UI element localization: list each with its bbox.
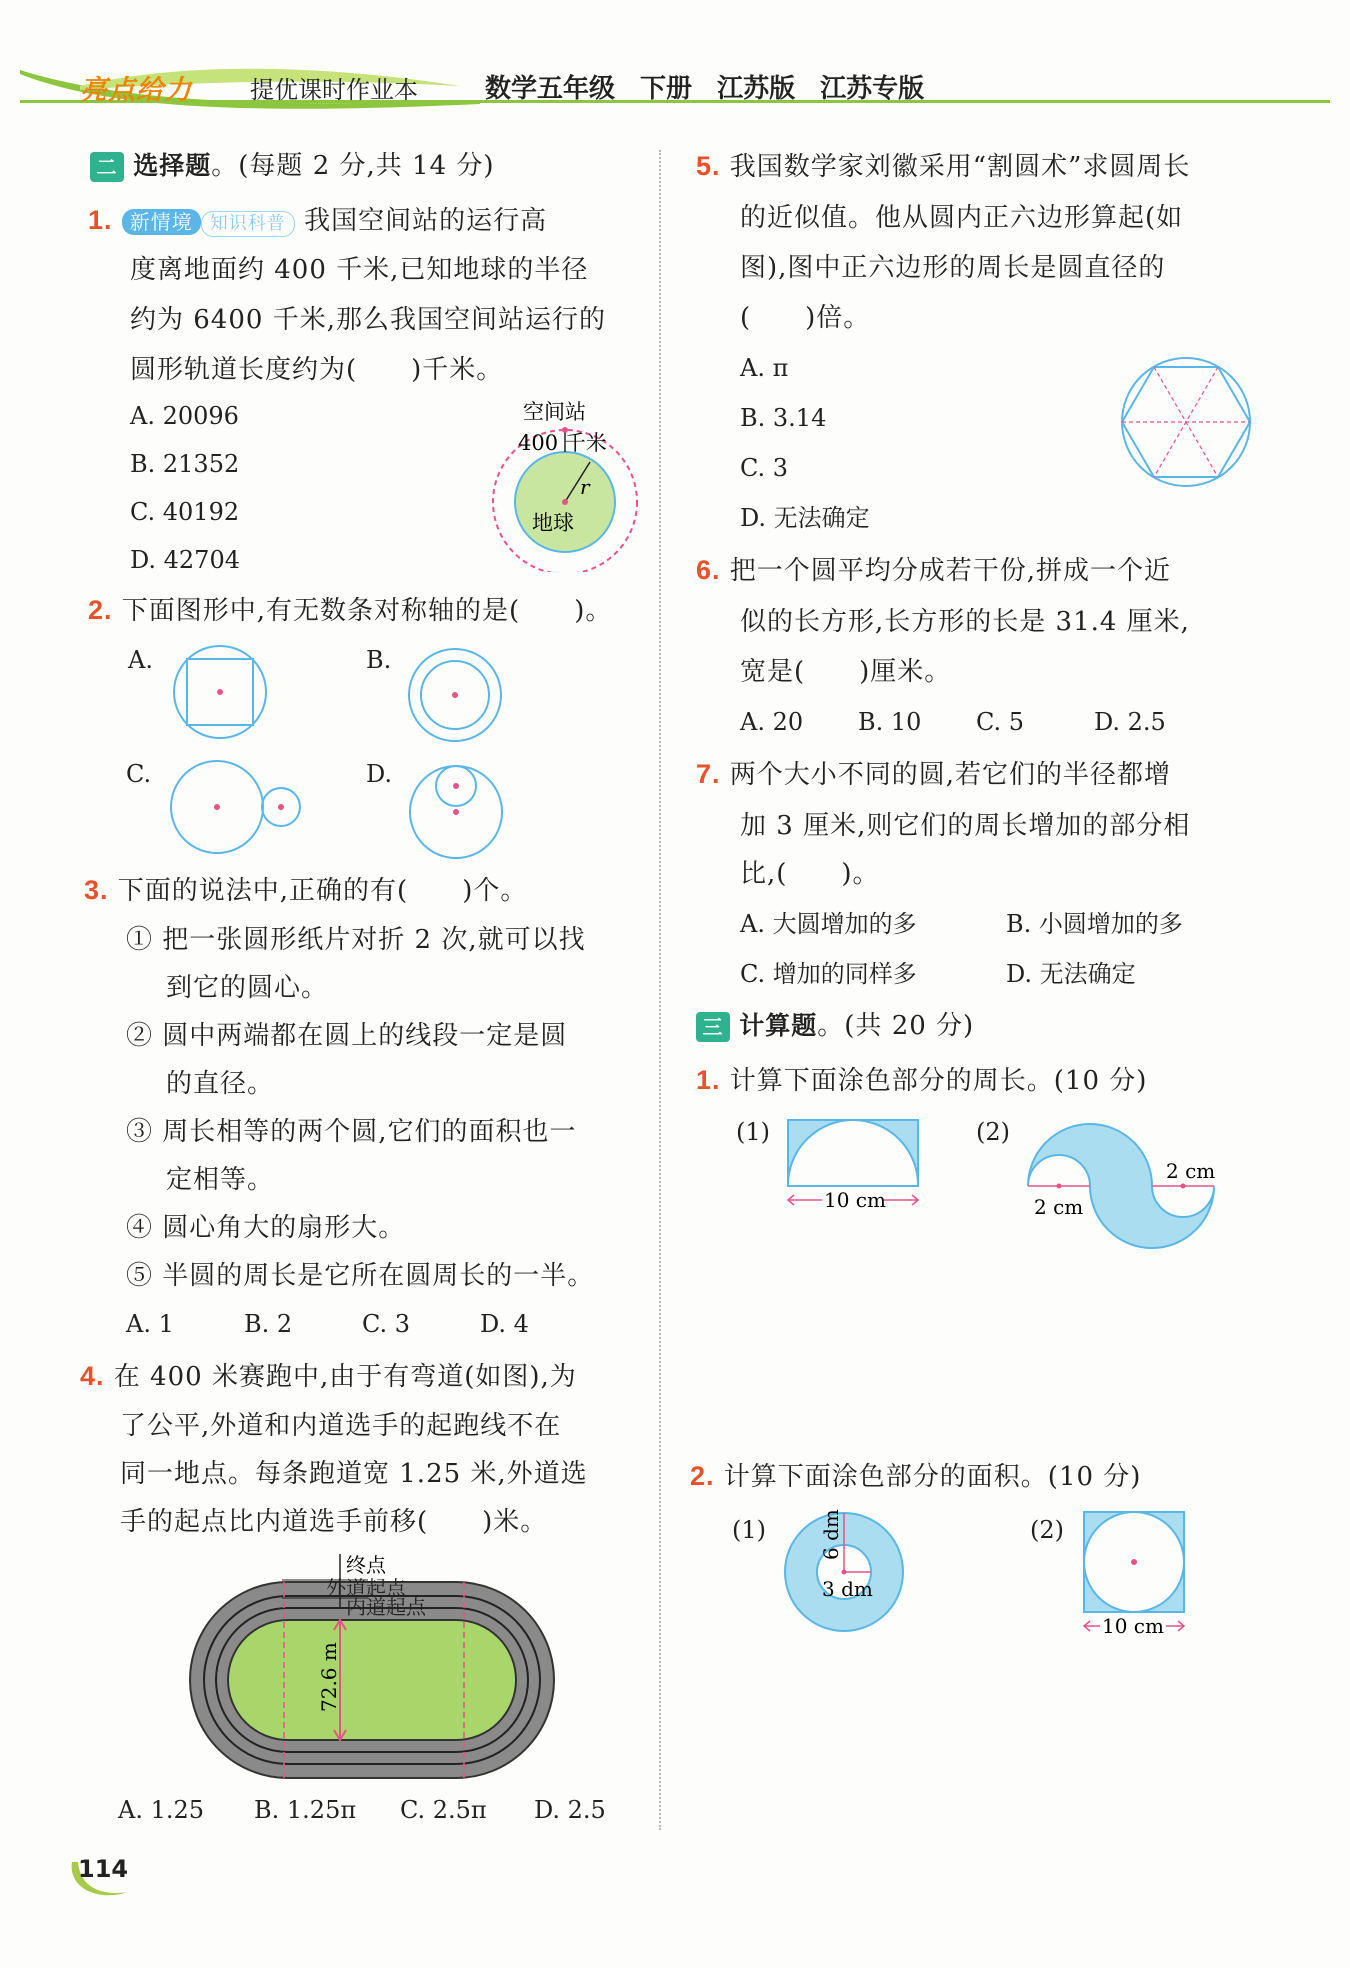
earth-orbit-figure (480, 392, 650, 572)
question-2 (88, 586, 612, 635)
question-text: 我国空间站的运行高 (304, 206, 548, 236)
question-text: 计算下面涂色部分的周长。(10 分) (729, 1066, 1148, 1096)
column-divider (659, 150, 661, 1830)
option-b[interactable]: B. 21352 (130, 450, 240, 478)
statement-3: ③ 周长相等的两个圆,它们的面积也一 (126, 1117, 577, 1147)
question-text: 两个大小不同的圆,若它们的半径都增 (729, 760, 1172, 790)
question-5 (696, 142, 1190, 191)
question-text: 把一个圆平均分成若干份,拼成一个近 (729, 556, 1172, 586)
outer-radius-label: 6 dm (819, 1509, 843, 1560)
question-text: 加 3 厘米,则它们的周长增加的部分相 (740, 811, 1191, 841)
station-label: 空间站 (523, 400, 586, 424)
option-d[interactable]: D. 4 (480, 1310, 529, 1338)
dimension-label: 10 cm (824, 1188, 886, 1212)
section-title: 计算题 (739, 1011, 818, 1040)
question-4 (80, 1352, 577, 1401)
option-c-label[interactable]: C. (126, 760, 152, 788)
dimension-label-left: 2 cm (1034, 1195, 1084, 1219)
section-note: 。(每题 2 分,共 14 分) (211, 151, 495, 181)
option-d[interactable]: D. 2.5 (534, 1796, 606, 1824)
question-text: 手的起点比内道选手前移( )米。 (120, 1507, 548, 1537)
statement-5: ⑤ 半圆的周长是它所在圆周长的一半。 (126, 1261, 595, 1291)
question-number: 1. (696, 1065, 721, 1095)
dimension-label-right: 2 cm (1166, 1159, 1216, 1183)
option-b[interactable]: B. 小圆增加的多 (1006, 910, 1183, 938)
option-a[interactable]: A. 1.25 (118, 1796, 205, 1824)
header-grade-info: 数学五年级 下册 江苏版 江苏专版 (485, 74, 925, 104)
question-text: 圆形轨道长度约为( )千米。 (130, 355, 504, 385)
shaded-s-shape-figure (1022, 1116, 1232, 1256)
question-text: 比,( )。 (740, 859, 880, 889)
question-1 (88, 196, 547, 245)
shaded-ring-figure (782, 1508, 912, 1638)
section-badge: 三 (696, 1012, 730, 1042)
option-a[interactable]: A. 大圆增加的多 (740, 910, 917, 938)
option-a[interactable]: A. π (740, 354, 789, 382)
option-c[interactable]: C. 5 (976, 708, 1025, 736)
option-c[interactable]: C. 3 (740, 454, 789, 482)
inner-start-label: 内道起点 (346, 1595, 426, 1619)
part-label: (1) (736, 1118, 770, 1146)
option-d[interactable]: D. 2.5 (1094, 708, 1166, 736)
calc-2 (690, 1452, 1141, 1501)
question-number: 6. (696, 555, 721, 585)
question-number: 4. (80, 1361, 105, 1391)
question-text: 约为 6400 千米,那么我国空间站运行的 (130, 305, 606, 335)
part-label: (2) (976, 1118, 1010, 1146)
option-d[interactable]: D. 42704 (130, 546, 240, 574)
part-label: (1) (732, 1516, 766, 1544)
option-b[interactable]: B. 3.14 (740, 404, 827, 432)
question-text: 宽是( )厘米。 (740, 657, 952, 687)
section-heading-choice (90, 142, 495, 190)
section-note: 。(共 20 分) (817, 1011, 975, 1041)
statement-1: ① 把一张圆形纸片对折 2 次,就可以找 (126, 925, 586, 955)
section-badge: 二 (90, 152, 124, 182)
option-c[interactable]: C. 3 (362, 1310, 411, 1338)
option-b[interactable]: B. 10 (858, 708, 922, 736)
statement-1-cont: 到它的圆心。 (166, 973, 329, 1003)
question-text: 度离地面约 400 千米,已知地球的半径 (130, 255, 589, 285)
earth-label: 地球 (532, 511, 574, 535)
question-number: 5. (696, 151, 721, 181)
tag-science: 知识科普 (201, 211, 295, 237)
shaded-square-arcs-figure (782, 1114, 928, 1214)
question-text: ( )倍。 (740, 303, 871, 333)
statement-3-cont: 定相等。 (166, 1165, 275, 1195)
statement-2: ② 圆中两端都在圆上的线段一定是圆 (126, 1021, 568, 1051)
dimension-label: 10 cm (1102, 1614, 1164, 1638)
question-3 (84, 866, 527, 915)
question-text: 了公平,外道和内道选手的起跑线不在 (120, 1411, 562, 1441)
question-number: 7. (696, 759, 721, 789)
calc-1 (696, 1056, 1147, 1105)
option-c[interactable]: C. 40192 (130, 498, 240, 526)
option-b[interactable]: B. 1.25π (254, 1796, 357, 1824)
question-number: 2. (690, 1461, 715, 1491)
question-text: 下面图形中,有无数条对称轴的是( )。 (121, 596, 613, 626)
question-text: 图),图中正六边形的周长是圆直径的 (740, 253, 1166, 283)
question-text: 的近似值。他从圆内正六边形算起(如 (740, 203, 1184, 233)
running-track-figure (186, 1552, 558, 1782)
length-label: 72.6 m (317, 1642, 341, 1712)
finish-label: 终点 (346, 1553, 386, 1577)
symmetry-options-figure (160, 640, 640, 862)
book-title: 提优课时作业本 (250, 76, 418, 104)
inner-radius-label: 3 dm (822, 1577, 873, 1601)
statement-2-cont: 的直径。 (166, 1069, 275, 1099)
outer-start-label: 外道起点 (326, 1576, 406, 1600)
option-a[interactable]: A. 20096 (130, 402, 239, 430)
question-text: 在 400 米赛跑中,由于有弯道(如图),为 (113, 1362, 577, 1392)
question-text: 我国数学家刘徽采用“割圆术”求圆周长 (729, 152, 1191, 182)
section-heading-calc (696, 1002, 974, 1050)
question-number: 1. (88, 205, 113, 235)
question-text: 似的长方形,长方形的长是 31.4 厘米, (740, 607, 1190, 637)
question-text: 同一地点。每条跑道宽 1.25 米,外道选 (120, 1459, 588, 1489)
option-a[interactable]: A. 20 (740, 708, 804, 736)
brand-logo-text: 亮点给力 (80, 75, 192, 106)
shaded-square-circle-figure (1076, 1508, 1192, 1638)
option-b[interactable]: B. 2 (244, 1310, 293, 1338)
option-b-label[interactable]: B. (366, 646, 392, 674)
option-d-label[interactable]: D. (366, 760, 393, 788)
option-d[interactable]: D. 无法确定 (1006, 960, 1136, 988)
question-7 (696, 750, 1171, 799)
question-text: 下面的说法中,正确的有( )个。 (117, 876, 528, 906)
distance-label: 400 千米 (518, 431, 607, 455)
part-label: (2) (1030, 1516, 1064, 1544)
option-c[interactable]: C. 增加的同样多 (740, 960, 917, 988)
question-number: 2. (88, 595, 113, 625)
radius-label: r (580, 475, 590, 499)
hexagon-in-circle-figure (1116, 352, 1256, 492)
statement-4: ④ 圆心角大的扇形大。 (126, 1213, 406, 1243)
question-number: 3. (84, 875, 109, 905)
option-a-label[interactable]: A. (128, 646, 153, 674)
option-c[interactable]: C. 2.5π (400, 1796, 487, 1824)
tag-new-context: 新情境 (122, 209, 201, 235)
page-number: 114 (78, 1855, 129, 1883)
option-a[interactable]: A. 1 (126, 1310, 174, 1338)
section-title: 选择题 (133, 151, 212, 180)
question-text: 计算下面涂色部分的面积。(10 分) (723, 1462, 1142, 1492)
option-d[interactable]: D. 无法确定 (740, 504, 870, 532)
question-6 (696, 546, 1171, 595)
